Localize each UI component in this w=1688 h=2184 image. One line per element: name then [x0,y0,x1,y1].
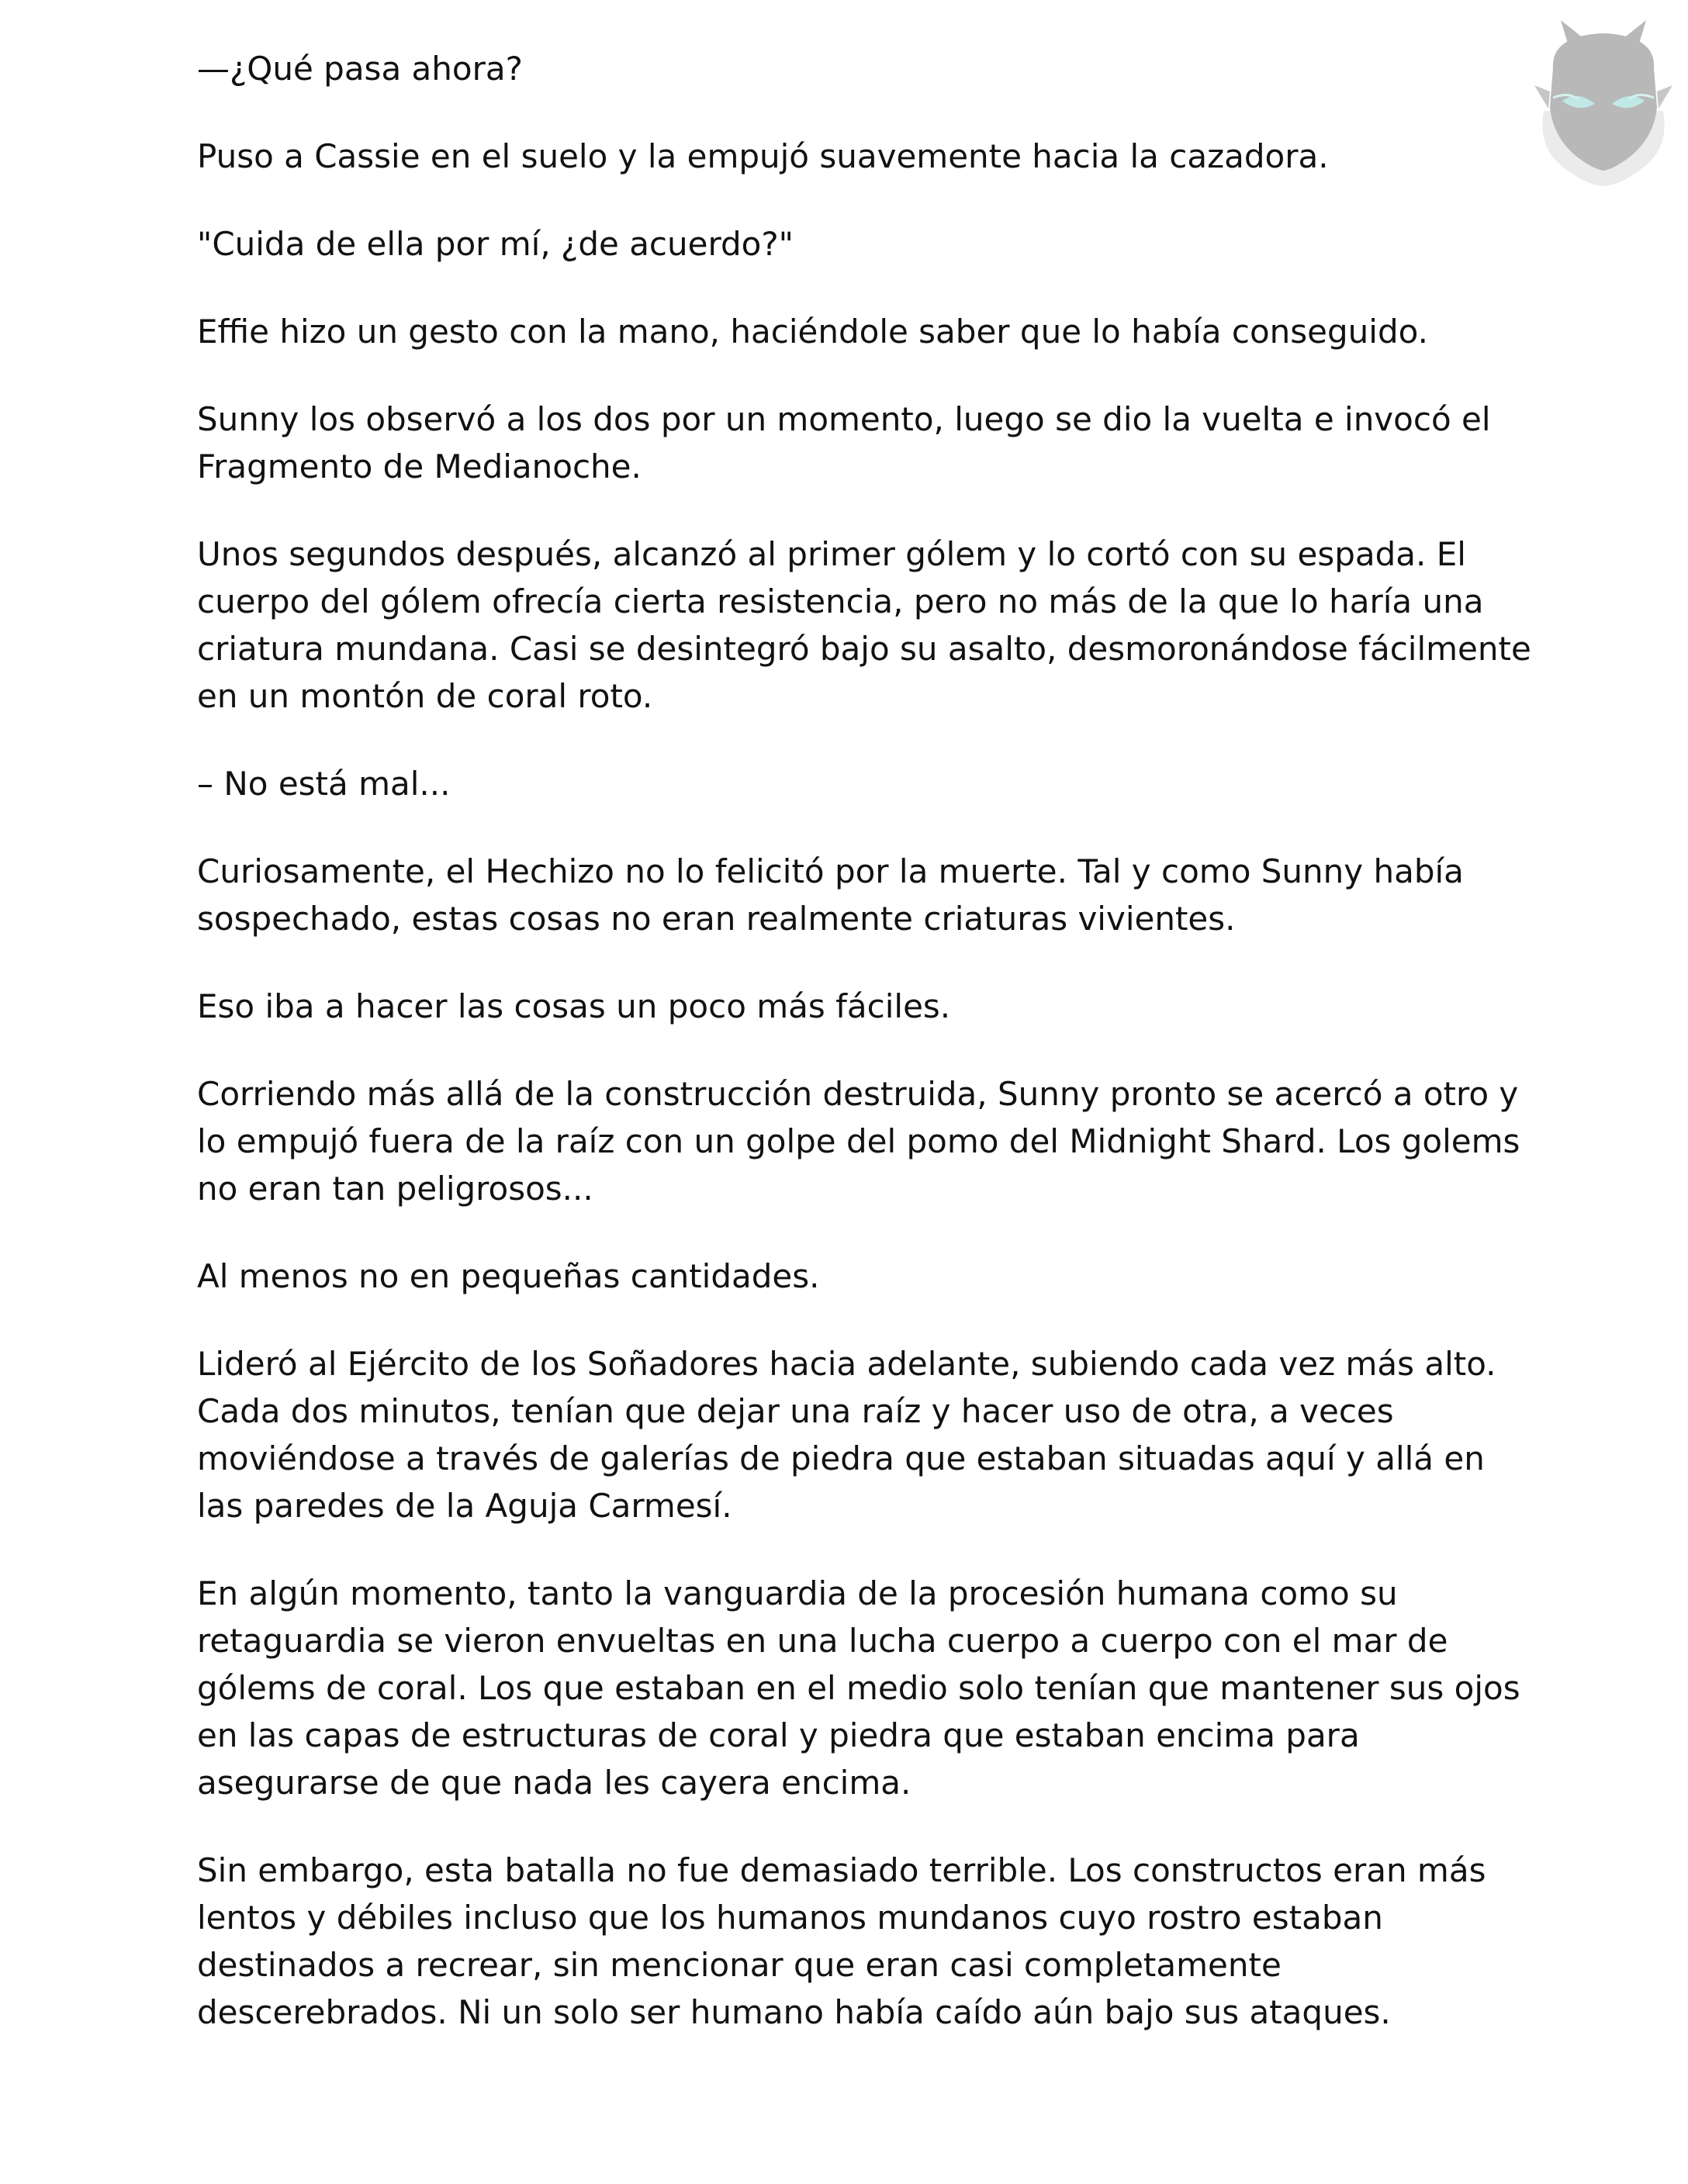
paragraph: En algún momento, tanto la vanguardia de la procesión humana como su retaguardia se vieron envueltas en una lucha cuerpo a cuerpo con el mar de gólems de coral. Los que estaban en el medio solo tenían que mantener sus ojos en las capas de estructuras de coral y piedra que estaban encima para asegurarse de que nada les cayera encima. [197,1574,1520,1802]
paragraph: Al menos no en pequeñas cantidades. [197,1257,820,1295]
paragraph: Unos segundos después, alcanzó al primer gólem y lo cortó con su espada. El cuerpo del gólem ofrecía cierta resistencia, pero no más de la que lo haría una criatura mundana. Casi se desintegró bajo su asalto, desmoronándose fácilmente en un montón de coral roto. [197,535,1531,715]
paragraph: Effie hizo un gesto con la mano, haciéndole saber que lo había conseguido. [197,313,1428,351]
paragraph: Puso a Cassie en el suelo y la empujó suavemente hacia la cazadora. [197,137,1329,175]
paragraph: Lideró al Ejército de los Soñadores hacia adelante, subiendo cada vez más alto. Cada dos minutos, tenían que dejar una raíz y hacer uso de otra, a veces moviéndose a través de galerías de piedra que estaban situadas aquí y allá en las paredes de la Aguja Carmesí. [197,1345,1496,1525]
demon-head-logo-icon [1530,14,1677,192]
paragraph: Corriendo más allá de la construcción destruida, Sunny pronto se acercó a otro y lo empujó fuera de la raíz con un golpe del pomo del Midnight Shard. Los golems no eran tan peligrosos... [197,1075,1520,1208]
paragraph: Curiosamente, el Hechizo no lo felicitó por la muerte. Tal y como Sunny había sospechado, estas cosas no eran realmente criaturas vivientes. [197,852,1464,938]
paragraph: —¿Qué pasa ahora? [197,50,523,88]
paragraph: "Cuida de ella por mí, ¿de acuerdo?" [197,225,794,263]
paragraph: Eso iba a hacer las cosas un poco más fáciles. [197,987,951,1025]
paragraph: Sin embargo, esta batalla no fue demasiado terrible. Los constructos eran más lentos y débiles incluso que los humanos mundanos cuyo rostro estaban destinados a recrear, sin mencionar que eran casi completamente descerebrados. Ni un solo ser humano había caído aún bajo sus ataques. [197,1851,1486,2031]
paragraph: – No está mal... [197,765,451,803]
paragraph: Sunny los observó a los dos por un momento, luego se dio la vuelta e invocó el Fragmento de Medianoche. [197,400,1491,486]
chapter-text [197,45,1531,2076]
